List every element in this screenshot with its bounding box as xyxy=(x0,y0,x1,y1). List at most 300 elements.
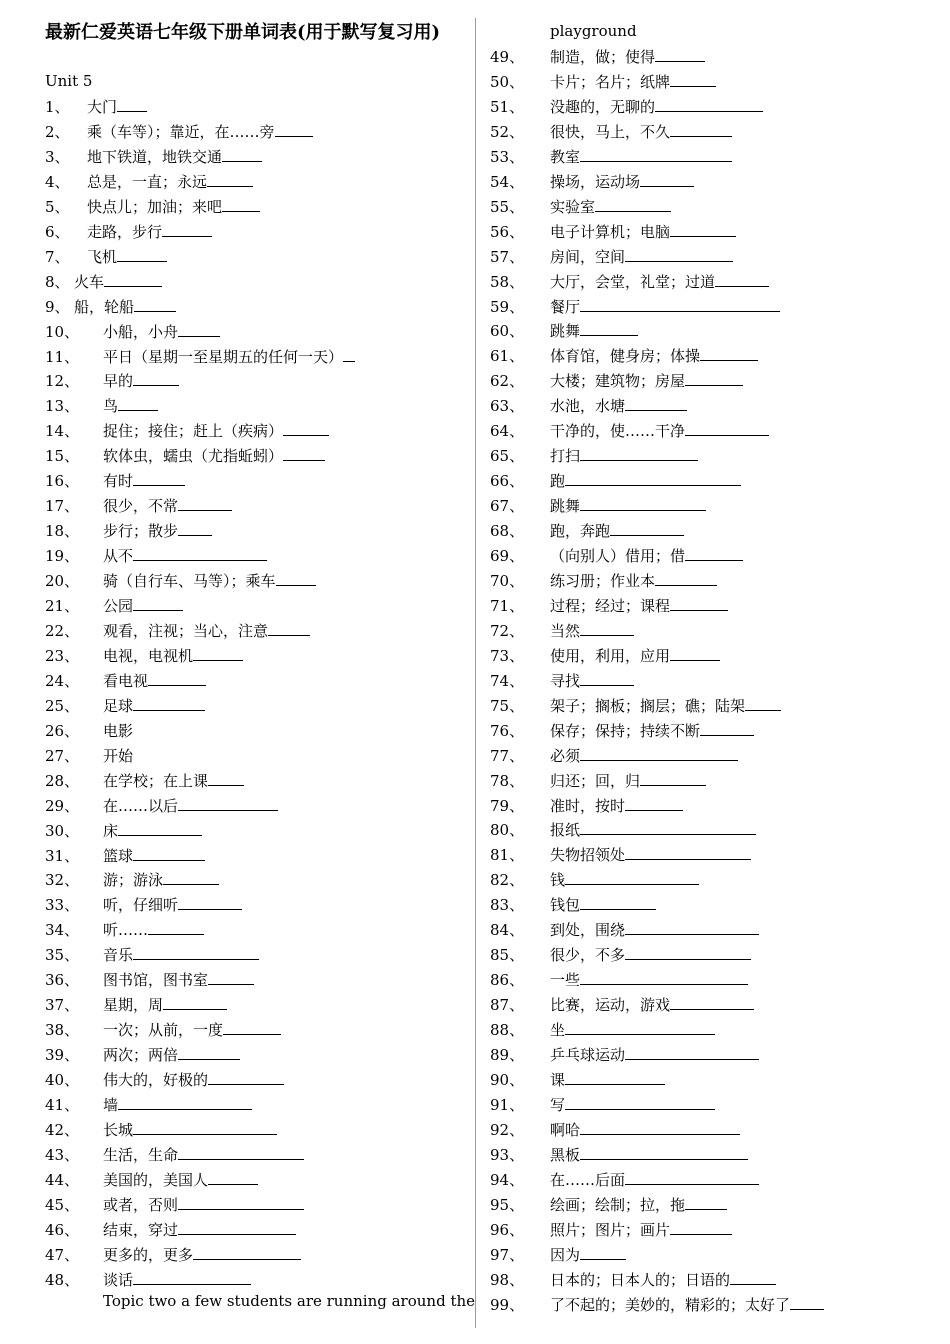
item-word: 水池，水塘 xyxy=(550,397,626,416)
item-word: 很少，不常 xyxy=(103,497,179,516)
item-number: 99、 xyxy=(490,1295,525,1314)
answer-blank[interactable] xyxy=(580,321,638,336)
item-number: 25、 xyxy=(45,696,80,715)
vocab-item xyxy=(490,321,638,341)
answer-blank[interactable] xyxy=(222,197,260,212)
item-word: 寻找 xyxy=(550,671,581,690)
item-word: 使用，利用，应用 xyxy=(550,646,671,665)
answer-blank[interactable] xyxy=(580,970,748,985)
vocab-item xyxy=(490,1170,759,1190)
answer-blank[interactable] xyxy=(275,122,313,137)
vocab-item xyxy=(45,846,205,866)
answer-blank[interactable] xyxy=(580,621,634,636)
item-word: 坐 xyxy=(550,1021,566,1040)
item-number: 88、 xyxy=(490,1021,525,1040)
page-title: 最新仁爱英语七年级下册单词表(用于默写复习用) xyxy=(45,22,441,43)
vocab-item xyxy=(490,546,743,566)
answer-blank[interactable] xyxy=(133,1120,277,1135)
item-word: 更多的，更多 xyxy=(103,1245,194,1264)
item-word: 足球 xyxy=(103,696,134,715)
item-word: 课 xyxy=(550,1070,566,1089)
vocab-item xyxy=(490,72,716,92)
item-word: 房间，空间 xyxy=(550,247,626,266)
answer-blank[interactable] xyxy=(670,596,728,611)
answer-blank[interactable] xyxy=(178,496,232,511)
vocab-item xyxy=(45,821,202,841)
item-word: 平日（星期一至星期五的任何一天） xyxy=(103,347,344,366)
item-number: 30、 xyxy=(45,821,80,840)
vocab-item xyxy=(490,1195,727,1215)
answer-blank[interactable] xyxy=(655,571,717,586)
item-number: 72、 xyxy=(490,621,525,640)
vocab-item xyxy=(490,746,738,766)
item-word: 在学校；在上课 xyxy=(103,771,209,790)
item-word: 听，仔细听 xyxy=(103,896,179,915)
item-word: 大楼；建筑物；房屋 xyxy=(550,372,686,391)
answer-blank[interactable] xyxy=(283,446,325,461)
answer-blank[interactable] xyxy=(610,521,684,536)
item-number: 27、 xyxy=(45,746,80,765)
answer-blank[interactable] xyxy=(715,272,769,287)
answer-blank[interactable] xyxy=(580,895,656,910)
answer-blank[interactable] xyxy=(117,247,167,262)
answer-blank[interactable] xyxy=(670,72,716,87)
answer-blank[interactable] xyxy=(580,1145,748,1160)
item-word: 或者，否则 xyxy=(103,1195,179,1214)
answer-blank[interactable] xyxy=(163,870,219,885)
item-word: 过程；经过；课程 xyxy=(550,596,671,615)
item-word: 谈话 xyxy=(103,1270,134,1289)
vocab-item xyxy=(490,1245,626,1265)
vocab-item xyxy=(490,1145,748,1165)
answer-blank[interactable] xyxy=(118,821,202,836)
item-word: 软体虫，蠕虫（尤指蚯蚓） xyxy=(103,447,284,466)
item-word: 有时 xyxy=(103,472,134,491)
vocab-item xyxy=(490,496,706,516)
answer-blank[interactable] xyxy=(276,571,316,586)
item-word: 跳舞 xyxy=(550,497,581,516)
vocab-item xyxy=(45,1270,251,1290)
answer-blank[interactable] xyxy=(685,546,743,561)
item-number: 22、 xyxy=(45,621,80,640)
item-number: 2、 xyxy=(45,122,70,141)
vocab-item xyxy=(45,696,205,716)
item-number: 93、 xyxy=(490,1145,525,1164)
answer-blank[interactable] xyxy=(580,671,634,686)
vocab-item xyxy=(45,646,243,666)
answer-blank[interactable] xyxy=(730,1270,776,1285)
vocab-item xyxy=(490,421,769,441)
item-number: 29、 xyxy=(45,796,80,815)
unit-heading: Unit 5 xyxy=(45,72,93,90)
vocab-item xyxy=(45,1070,284,1090)
answer-blank[interactable] xyxy=(640,172,694,187)
vocab-item xyxy=(45,1170,258,1190)
vocab-item xyxy=(490,1045,759,1065)
vocab-item xyxy=(490,1295,824,1315)
answer-blank[interactable] xyxy=(565,1070,665,1085)
item-number: 57、 xyxy=(490,247,525,266)
answer-blank[interactable] xyxy=(162,222,212,237)
answer-blank[interactable] xyxy=(625,396,687,411)
item-word: 练习册；作业本 xyxy=(550,571,656,590)
vocab-item xyxy=(45,247,167,267)
vocab-item xyxy=(45,347,355,367)
answer-blank[interactable] xyxy=(178,796,278,811)
item-word: 制造，做；使得 xyxy=(550,48,656,66)
vocab-item xyxy=(490,721,754,741)
answer-blank[interactable] xyxy=(207,172,253,187)
vocab-item xyxy=(45,970,254,990)
answer-blank[interactable] xyxy=(133,1270,251,1285)
item-number: 33、 xyxy=(45,896,80,915)
answer-blank[interactable] xyxy=(625,247,733,262)
item-number: 42、 xyxy=(45,1120,80,1139)
answer-blank[interactable] xyxy=(625,845,751,860)
item-word: 很少，不多 xyxy=(550,946,626,965)
item-number: 73、 xyxy=(490,646,525,665)
item-word: 钱包 xyxy=(550,896,581,915)
item-number: 15、 xyxy=(45,447,80,466)
item-number: 96、 xyxy=(490,1220,525,1239)
item-number: 11、 xyxy=(45,347,80,366)
vocab-item xyxy=(45,272,162,292)
vocab-item xyxy=(45,371,179,391)
vocab-item xyxy=(490,371,743,391)
item-word: 船，轮船 xyxy=(74,297,135,316)
item-word: 跑，奔跑 xyxy=(550,522,611,541)
answer-blank[interactable] xyxy=(223,1020,281,1035)
answer-blank[interactable] xyxy=(580,1245,626,1260)
answer-blank[interactable] xyxy=(133,546,267,561)
vocab-item xyxy=(490,845,751,865)
vocab-item xyxy=(45,596,183,616)
item-word: 图书馆，图书室 xyxy=(103,971,209,990)
item-number: 71、 xyxy=(490,596,525,615)
item-number: 65、 xyxy=(490,447,525,466)
answer-blank[interactable] xyxy=(565,1095,715,1110)
item-number: 81、 xyxy=(490,846,525,865)
answer-blank[interactable] xyxy=(625,1170,759,1185)
vocab-item xyxy=(45,995,227,1015)
answer-blank[interactable] xyxy=(133,596,183,611)
item-word: 音乐 xyxy=(103,946,134,965)
answer-blank[interactable] xyxy=(700,721,754,736)
item-number: 85、 xyxy=(490,946,525,965)
item-number: 4、 xyxy=(45,172,70,191)
item-word: 从不 xyxy=(103,547,134,566)
vocab-item xyxy=(45,1220,296,1240)
item-word: 床 xyxy=(103,821,119,840)
answer-blank[interactable] xyxy=(655,47,705,62)
answer-blank[interactable] xyxy=(640,771,706,786)
item-word: 一次；从前，一度 xyxy=(103,1021,224,1040)
item-number: 51、 xyxy=(490,97,525,116)
item-number: 41、 xyxy=(45,1096,80,1114)
answer-blank[interactable] xyxy=(208,1170,258,1185)
vocab-item xyxy=(490,197,671,217)
item-word: 操场，运动场 xyxy=(550,172,641,191)
vocab-item xyxy=(490,396,687,416)
answer-blank[interactable] xyxy=(283,421,329,436)
item-word: 观看，注视；当心，注意 xyxy=(103,621,269,640)
answer-blank[interactable] xyxy=(685,1195,727,1210)
answer-blank[interactable] xyxy=(134,297,176,312)
vocab-item xyxy=(490,970,748,990)
item-word: 跳舞 xyxy=(550,322,581,341)
item-word: 公园 xyxy=(103,597,134,615)
vocab-item xyxy=(45,1145,304,1165)
item-word: 捉住；接住；赶上（疾病） xyxy=(103,422,284,441)
item-number: 86、 xyxy=(490,971,525,990)
answer-blank[interactable] xyxy=(133,846,205,861)
vocab-item xyxy=(45,521,212,541)
answer-blank[interactable] xyxy=(178,1195,304,1210)
answer-blank[interactable] xyxy=(790,1295,824,1310)
answer-blank[interactable] xyxy=(745,696,781,711)
vocab-item xyxy=(45,571,316,591)
item-word: 伟大的，好极的 xyxy=(103,1071,209,1090)
item-word: 准时，按时 xyxy=(550,796,626,815)
answer-blank[interactable] xyxy=(625,796,683,811)
item-word: 总是，一直；永远 xyxy=(87,172,208,191)
answer-blank[interactable] xyxy=(222,147,262,162)
answer-blank[interactable] xyxy=(133,471,185,486)
item-word: 墙 xyxy=(103,1096,119,1114)
item-word: 大厅，会堂，礼堂；过道 xyxy=(550,272,716,291)
topic-line: Topic two a few students are running around the xyxy=(103,1292,476,1310)
item-number: 19、 xyxy=(45,547,80,566)
answer-blank[interactable] xyxy=(685,371,743,386)
item-number: 7、 xyxy=(45,247,70,266)
vocab-item xyxy=(490,1270,776,1290)
item-word: 架子；搁板；搁层；礁；陆架 xyxy=(550,696,746,715)
answer-blank[interactable] xyxy=(193,1245,301,1260)
vocab-item xyxy=(45,1195,304,1215)
item-word: 长城 xyxy=(103,1120,134,1139)
vocab-item xyxy=(490,646,720,666)
item-number: 82、 xyxy=(490,871,525,890)
vocab-item xyxy=(490,1220,732,1240)
item-number: 61、 xyxy=(490,347,525,366)
answer-blank[interactable] xyxy=(670,1220,732,1235)
item-number: 50、 xyxy=(490,72,525,91)
item-word: 必须 xyxy=(550,746,581,765)
vocab-item xyxy=(45,621,310,641)
answer-blank[interactable] xyxy=(565,471,741,486)
vocab-item xyxy=(45,1120,277,1140)
answer-blank[interactable] xyxy=(208,970,254,985)
item-number: 36、 xyxy=(45,971,80,990)
item-number: 79、 xyxy=(490,796,525,815)
vocab-item xyxy=(490,1070,665,1090)
vocab-item xyxy=(45,895,242,915)
column-divider xyxy=(475,18,476,1328)
item-number: 58、 xyxy=(490,272,525,291)
answer-blank[interactable] xyxy=(580,820,756,835)
vocab-item xyxy=(45,945,259,965)
answer-blank[interactable] xyxy=(565,1020,715,1035)
vocab-item xyxy=(490,346,758,366)
item-number: 87、 xyxy=(490,996,525,1015)
item-number: 76、 xyxy=(490,721,525,740)
item-word: 黑板 xyxy=(550,1145,581,1164)
item-word: 游；游泳 xyxy=(103,871,164,890)
answer-blank[interactable] xyxy=(148,920,204,935)
vocab-item xyxy=(45,97,147,117)
vocab-item xyxy=(490,147,732,167)
item-word: 早的 xyxy=(103,372,134,391)
item-number: 24、 xyxy=(45,671,80,690)
vocab-item xyxy=(490,272,769,292)
vocab-item xyxy=(45,721,133,741)
item-word: 电视，电视机 xyxy=(103,646,194,665)
item-number: 14、 xyxy=(45,422,80,441)
answer-blank[interactable] xyxy=(268,621,310,636)
answer-blank[interactable] xyxy=(625,920,759,935)
vocab-item xyxy=(490,820,756,840)
vocab-item xyxy=(45,1020,281,1040)
answer-blank[interactable] xyxy=(580,496,706,511)
item-word: 步行；散步 xyxy=(103,522,179,541)
item-word: 飞机 xyxy=(87,247,118,266)
vocab-item xyxy=(490,47,705,67)
answer-blank[interactable] xyxy=(580,446,698,461)
item-number: 21、 xyxy=(45,597,80,615)
vocab-item xyxy=(45,222,212,242)
item-number: 66、 xyxy=(490,472,525,491)
item-word: （向别人）借用；借 xyxy=(550,547,686,565)
answer-blank[interactable] xyxy=(670,122,732,137)
item-word: 骑（自行车、马等）；乘车 xyxy=(103,572,276,591)
item-number: 17、 xyxy=(45,497,80,516)
item-number: 23、 xyxy=(45,646,80,665)
vocab-item xyxy=(45,1095,252,1115)
vocab-item xyxy=(490,771,706,791)
answer-blank[interactable] xyxy=(133,945,259,960)
item-number: 52、 xyxy=(490,122,525,141)
item-number: 20、 xyxy=(45,572,80,591)
answer-blank[interactable] xyxy=(193,646,243,661)
answer-blank[interactable] xyxy=(178,1220,296,1235)
item-word: 看电视 xyxy=(103,671,149,690)
item-number: 28、 xyxy=(45,771,80,790)
item-word: 实验室 xyxy=(550,197,596,216)
item-number: 74、 xyxy=(490,671,525,690)
vocab-item xyxy=(490,796,683,816)
item-number: 80、 xyxy=(490,821,525,840)
vocab-item xyxy=(490,920,759,940)
answer-blank[interactable] xyxy=(580,1120,740,1135)
vocab-item xyxy=(490,521,684,541)
vocab-item xyxy=(45,446,325,466)
answer-blank[interactable] xyxy=(148,671,206,686)
answer-blank[interactable] xyxy=(104,272,162,287)
answer-blank[interactable] xyxy=(118,1095,252,1110)
vocab-item xyxy=(45,421,329,441)
vocab-item xyxy=(490,1020,715,1040)
answer-blank[interactable] xyxy=(655,97,763,112)
vocab-item xyxy=(490,1095,715,1115)
item-word: 两次；两倍 xyxy=(103,1046,179,1065)
answer-blank[interactable] xyxy=(625,945,751,960)
answer-blank[interactable] xyxy=(700,346,758,361)
item-word: 钱 xyxy=(550,871,566,890)
item-word: 很快，马上，不久 xyxy=(550,122,671,141)
vocab-item xyxy=(490,247,733,267)
answer-blank[interactable] xyxy=(343,347,355,362)
item-number: 35、 xyxy=(45,946,80,965)
answer-blank[interactable] xyxy=(580,746,738,761)
item-number: 78、 xyxy=(490,771,525,790)
answer-blank[interactable] xyxy=(670,646,720,661)
item-word: 乘（车等）；靠近，在……旁 xyxy=(87,122,275,141)
item-word: 火车 xyxy=(74,272,105,291)
answer-blank[interactable] xyxy=(163,995,227,1010)
answer-blank[interactable] xyxy=(670,995,754,1010)
item-word: 开始 xyxy=(103,746,134,765)
item-word: 餐厅 xyxy=(550,297,581,316)
answer-blank[interactable] xyxy=(178,1145,304,1160)
vocab-item xyxy=(490,671,634,691)
answer-blank[interactable] xyxy=(580,297,780,312)
item-number: 8、 xyxy=(45,272,70,291)
item-number: 75、 xyxy=(490,696,525,715)
answer-blank[interactable] xyxy=(117,97,147,112)
vocab-item xyxy=(45,172,253,192)
answer-blank[interactable] xyxy=(133,371,179,386)
answer-blank[interactable] xyxy=(118,396,158,411)
item-number: 26、 xyxy=(45,721,80,740)
answer-blank[interactable] xyxy=(685,421,769,436)
item-number: 46、 xyxy=(45,1220,80,1239)
vocab-item xyxy=(490,870,699,890)
item-word: 一些 xyxy=(550,971,581,990)
item-word: 归还；回，归 xyxy=(550,771,641,790)
item-word: 结束，穿过 xyxy=(103,1220,179,1239)
answer-blank[interactable] xyxy=(625,1045,759,1060)
vocab-item xyxy=(490,945,751,965)
vocab-item xyxy=(45,322,220,342)
item-number: 49、 xyxy=(490,48,525,66)
vocab-item xyxy=(45,771,244,791)
answer-blank[interactable] xyxy=(133,696,205,711)
item-word: 啊哈 xyxy=(550,1120,581,1139)
vocab-item xyxy=(45,147,262,167)
item-word: 照片；图片；画片 xyxy=(550,1220,671,1239)
answer-blank[interactable] xyxy=(208,1070,284,1085)
item-number: 70、 xyxy=(490,571,525,590)
item-word: 写 xyxy=(550,1095,566,1114)
answer-blank[interactable] xyxy=(178,521,212,536)
item-number: 60、 xyxy=(490,322,525,341)
item-number: 16、 xyxy=(45,472,80,491)
answer-blank[interactable] xyxy=(178,322,220,337)
answer-blank[interactable] xyxy=(178,895,242,910)
answer-blank[interactable] xyxy=(670,222,736,237)
item-word: 篮球 xyxy=(103,846,134,865)
item-word: 乒乓球运动 xyxy=(550,1046,626,1064)
answer-blank[interactable] xyxy=(595,197,671,212)
answer-blank[interactable] xyxy=(178,1045,240,1060)
item-word: 教室 xyxy=(550,147,581,166)
answer-blank[interactable] xyxy=(208,771,244,786)
item-word: 打扫 xyxy=(550,447,581,466)
answer-blank[interactable] xyxy=(580,147,732,162)
item-word: 鸟 xyxy=(103,397,119,416)
item-number: 34、 xyxy=(45,921,80,940)
answer-blank[interactable] xyxy=(565,870,699,885)
